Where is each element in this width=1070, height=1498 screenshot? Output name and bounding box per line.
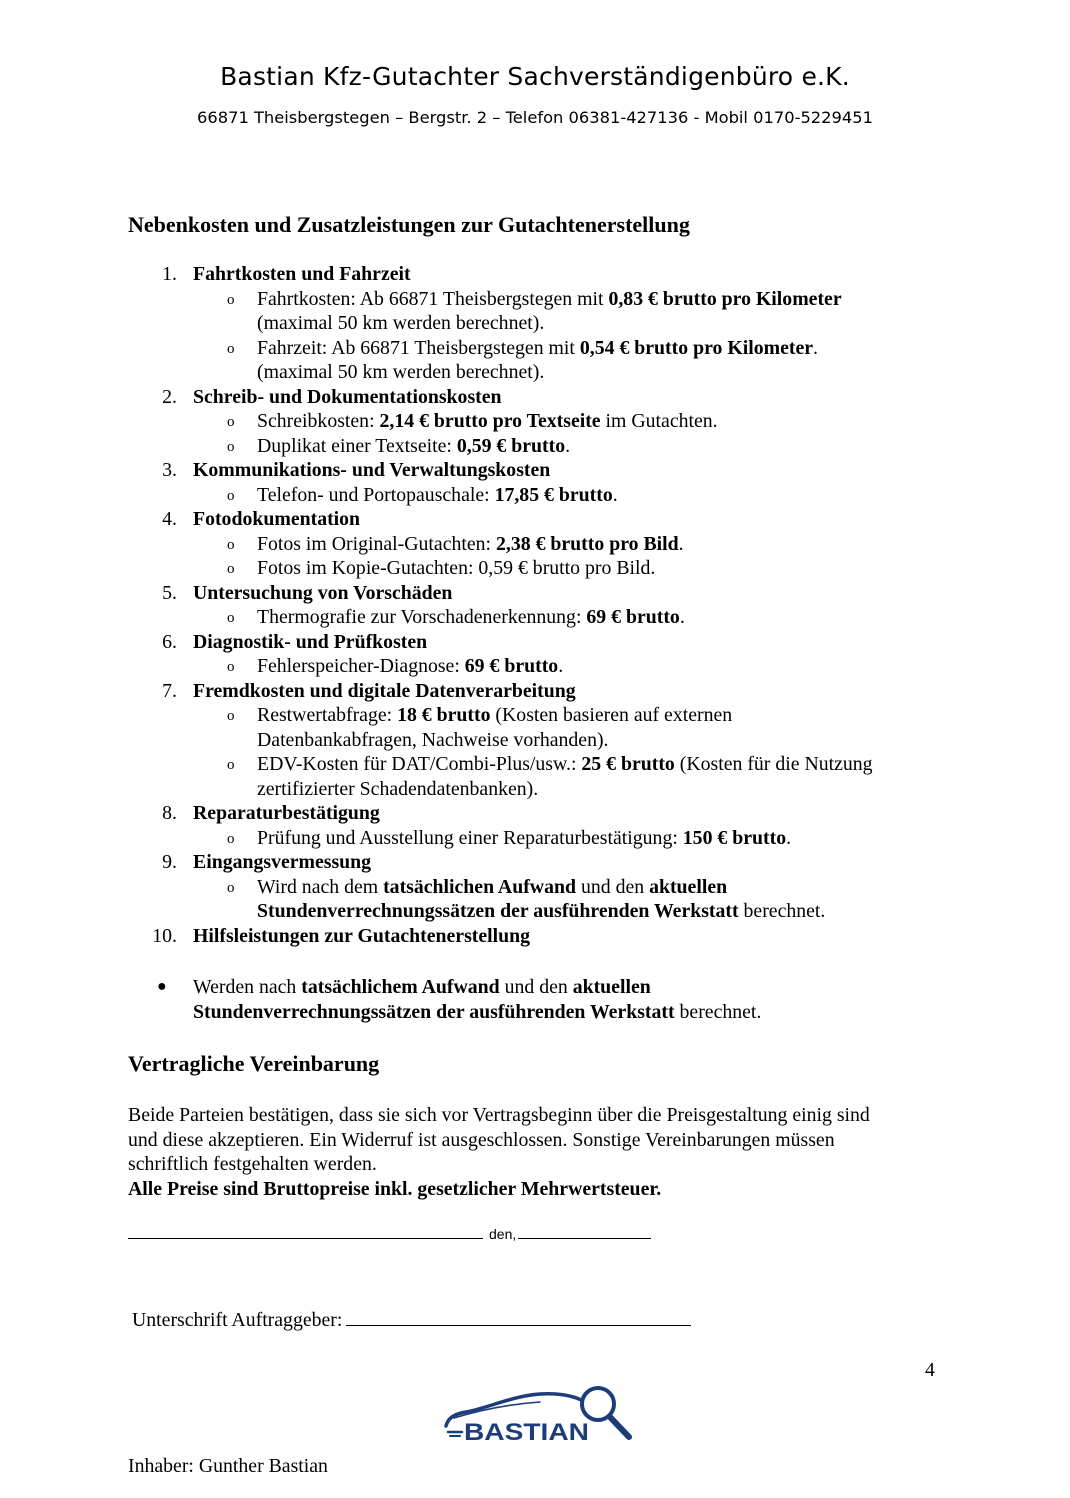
item-detail-line (0, 654, 1070, 679)
item-detail-text: (maximal 50 km werden berechnet). (257, 361, 545, 383)
section-title-fees: Nebenkosten und Zusatzleistungen zur Gutachtenerstellung (128, 212, 690, 237)
circle-bullet-icon: o (227, 561, 235, 577)
logo-text: BASTIAN (464, 1419, 589, 1442)
item-detail-text: Prüfung und Ausstellung einer Reparaturbestätigung: 150 € brutto. (257, 826, 792, 849)
item-number: 4. (162, 508, 177, 530)
item-detail-line (0, 703, 1070, 728)
item-detail-text: Telefon- und Portopauschale: 17,85 € brutto. (257, 483, 618, 506)
bastian-logo (440, 1374, 635, 1442)
fee-item (0, 262, 1070, 287)
section-title-agreement: Vertragliche Vereinbarung (128, 1051, 380, 1076)
company-address-line: 66871 Theisbergstegen – Bergstr. 2 – Telefon 06381-427136 - Mobil 0170-5229451 (197, 108, 873, 127)
item-detail-text: Fotos im Original-Gutachten: 2,38 € brutto pro Bild. (257, 532, 684, 555)
item-detail-line (0, 556, 1070, 581)
company-name: Bastian Kfz-Gutachter Sachverständigenbüro e.K. (220, 62, 850, 91)
general-note-line: Stundenverrechnungssätzen der ausführenden Werkstatt berechnet. (193, 1000, 762, 1023)
fee-item (0, 850, 1070, 875)
item-detail-text: Fotos im Kopie-Gutachten: 0,59 € brutto pro Bild. (257, 557, 656, 579)
fee-item (0, 507, 1070, 532)
item-number: 5. (162, 581, 177, 604)
circle-bullet-icon: o (227, 708, 235, 724)
item-number: 2. (162, 385, 177, 408)
item-detail-line (0, 605, 1070, 630)
item-detail-text: Fahrzeit: Ab 66871 Theisbergstegen mit 0,54 € brutto pro Kilometer. (257, 336, 818, 359)
item-title: Fahrtkosten und Fahrzeit (193, 263, 411, 285)
circle-bullet-icon: o (227, 438, 235, 455)
signature-line (346, 1309, 691, 1326)
general-note (0, 975, 1070, 1024)
item-detail-line (0, 752, 1070, 777)
fee-item (0, 801, 1070, 826)
circle-bullet-icon: o (227, 659, 235, 675)
general-note-line: Werden nach tatsächlichem Aufwand und den aktuellen (193, 976, 651, 998)
item-detail-text: Fahrtkosten: Ab 66871 Theisbergstegen mit 0,83 € brutto pro Kilometer (257, 287, 842, 310)
bullet-dot-icon: ● (157, 978, 167, 995)
item-detail-line (0, 434, 1070, 459)
item-detail-line (0, 777, 1070, 802)
fee-item (0, 385, 1070, 410)
item-title: Fotodokumentation (193, 508, 361, 530)
item-detail-text: Datenbankabfragen, Nachweise vorhanden). (257, 728, 609, 751)
item-title: Hilfsleistungen zur Gutachtenerstellung (193, 924, 531, 947)
item-detail-text: Stundenverrechnungssätzen der ausführenden Werkstatt berechnet. (257, 900, 826, 922)
item-detail-line (0, 899, 1070, 924)
item-detail-line (0, 532, 1070, 557)
item-detail-text: Wird nach dem tatsächlichen Aufwand und den aktuellen (257, 875, 728, 898)
item-title: Untersuchung von Vorschäden (193, 581, 453, 604)
item-detail-line (0, 826, 1070, 851)
fee-item (0, 581, 1070, 606)
circle-bullet-icon: o (227, 536, 235, 553)
item-number: 1. (162, 263, 177, 285)
item-detail-line (0, 311, 1070, 336)
item-number: 10. (152, 924, 177, 947)
circle-bullet-icon: o (227, 487, 235, 504)
fee-item (0, 630, 1070, 655)
item-detail-line (0, 875, 1070, 900)
item-detail-line (0, 287, 1070, 312)
signature-label: Unterschrift Auftraggeber: (132, 1309, 343, 1331)
circle-bullet-icon: o (227, 879, 235, 896)
item-title: Reparaturbestätigung (193, 802, 380, 824)
item-detail-text: Duplikat einer Textseite: 0,59 € brutto. (257, 434, 571, 457)
item-title: Eingangsvermessung (193, 851, 372, 873)
agreement-line: schriftlich festgehalten werden. (128, 1153, 377, 1175)
item-detail-line (0, 483, 1070, 508)
date-line (518, 1238, 651, 1239)
item-title: Diagnostik- und Prüfkosten (193, 630, 428, 653)
date-label: den, (489, 1226, 517, 1242)
circle-bullet-icon: o (227, 291, 235, 308)
place-date-row (128, 1226, 651, 1244)
owner-line: Inhaber: Gunther Bastian (128, 1455, 328, 1477)
fee-list (0, 262, 1070, 948)
circle-bullet-icon: o (227, 414, 235, 430)
item-number: 7. (162, 679, 177, 702)
item-number: 8. (162, 802, 177, 824)
item-detail-text: Restwertabfrage: 18 € brutto (Kosten basieren auf externen (257, 704, 733, 726)
circle-bullet-icon: o (227, 610, 235, 626)
place-line (128, 1238, 483, 1239)
item-title: Kommunikations- und Verwaltungskosten (193, 459, 551, 481)
item-detail-text: (maximal 50 km werden berechnet). (257, 312, 545, 334)
item-number: 6. (162, 630, 177, 653)
item-title: Schreib- und Dokumentationskosten (193, 385, 502, 408)
item-number: 3. (162, 459, 177, 481)
circle-bullet-icon: o (227, 830, 235, 847)
item-detail-line (0, 336, 1070, 361)
agreement-line: Beide Parteien bestätigen, dass sie sich vor Vertragsbeginn über die Preisgestaltung einig sind (128, 1104, 870, 1126)
item-title: Fremdkosten und digitale Datenverarbeitung (193, 679, 576, 702)
item-detail-text: EDV-Kosten für DAT/Combi-Plus/usw.: 25 € brutto (Kosten für die Nutzung (257, 753, 873, 775)
item-detail-text: Fehlerspeicher-Diagnose: 69 € brutto. (257, 655, 564, 677)
item-detail-text: Thermografie zur Vorschadenerkennung: 69 € brutto. (257, 606, 685, 628)
item-detail-line (0, 360, 1070, 385)
circle-bullet-icon: o (227, 340, 235, 357)
fee-item (0, 924, 1070, 949)
fee-item (0, 458, 1070, 483)
item-number: 9. (162, 851, 177, 873)
item-detail-line (0, 728, 1070, 753)
fee-item (0, 679, 1070, 704)
item-detail-text: Schreibkosten: 2,14 € brutto pro Textseite im Gutachten. (257, 410, 718, 432)
signature-row (132, 1308, 691, 1333)
item-detail-text: zertifizierter Schadendatenbanken). (257, 777, 539, 800)
agreement-bold-line: Alle Preise sind Bruttopreise inkl. gesetzlicher Mehrwertsteuer. (128, 1177, 662, 1200)
item-detail-line (0, 409, 1070, 434)
page-number: 4 (925, 1359, 935, 1381)
circle-bullet-icon: o (227, 757, 235, 773)
agreement-paragraph (128, 1103, 870, 1201)
agreement-line: und diese akzeptieren. Ein Widerruf ist ausgeschlossen. Sonstige Vereinbarungen müssen (128, 1128, 835, 1151)
